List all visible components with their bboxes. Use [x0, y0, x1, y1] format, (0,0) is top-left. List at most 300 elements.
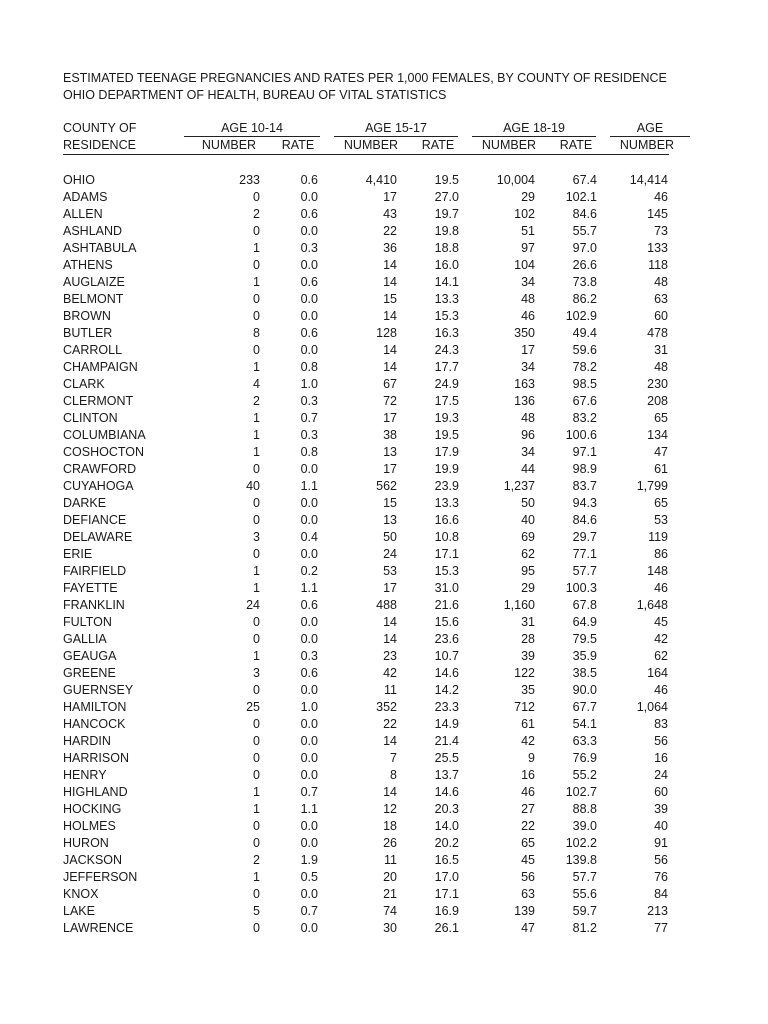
- total-number: 230: [647, 377, 668, 391]
- county-name: ALLEN: [63, 207, 103, 221]
- age-15-17-rate: 17.5: [434, 394, 459, 408]
- age-18-19-rate: 97.1: [572, 445, 597, 459]
- age-18-19-number: 40: [521, 513, 535, 527]
- total-number: 86: [654, 547, 668, 561]
- total-number: 65: [654, 411, 668, 425]
- total-number: 53: [654, 513, 668, 527]
- age-15-17-rate: 17.1: [434, 887, 459, 901]
- total-number: 148: [647, 564, 668, 578]
- age-10-14-rate: 0.0: [300, 190, 318, 204]
- total-number: 46: [654, 683, 668, 697]
- county-name: HARRISON: [63, 751, 129, 765]
- table-row: [63, 495, 669, 512]
- age-10-14-number: 3: [253, 530, 260, 544]
- table-row: [63, 699, 669, 716]
- age-10-14-rate: 0.8: [300, 360, 318, 374]
- county-name: HARDIN: [63, 734, 111, 748]
- age-10-14-rate: 0.6: [300, 666, 318, 680]
- age-15-17-rate: 14.6: [434, 785, 459, 799]
- total-number: 48: [654, 275, 668, 289]
- county-name: GEAUGA: [63, 649, 117, 663]
- age-10-14-number: 1: [253, 564, 260, 578]
- county-name: HOCKING: [63, 802, 122, 816]
- age-18-19-number: 65: [521, 836, 535, 850]
- age-15-17-rate: 24.9: [434, 377, 459, 391]
- county-name: CLERMONT: [63, 394, 134, 408]
- age-18-19-number: 48: [521, 411, 535, 425]
- table-row: [63, 750, 669, 767]
- county-name: COSHOCTON: [63, 445, 145, 459]
- group-header-age-10-14: AGE 10-14: [184, 120, 320, 137]
- county-name: CHAMPAIGN: [63, 360, 138, 374]
- age-10-14-rate: 0.7: [300, 785, 318, 799]
- age-18-19-rate: 100.6: [565, 428, 597, 442]
- age-18-19-number: 95: [521, 564, 535, 578]
- header-row-2: [63, 137, 675, 154]
- county-name: CLINTON: [63, 411, 118, 425]
- age-10-14-number: 0: [253, 513, 260, 527]
- age-18-19-rate: 64.9: [572, 615, 597, 629]
- age-18-19-rate: 78.2: [572, 360, 597, 374]
- age-15-17-number: 14: [383, 343, 397, 357]
- table-row: [63, 342, 669, 359]
- age-10-14-rate: 0.0: [300, 768, 318, 782]
- age-15-17-number: 7: [390, 751, 397, 765]
- rate-header: RATE: [559, 138, 593, 152]
- county-name: FAIRFIELD: [63, 564, 127, 578]
- table-row: [63, 478, 669, 495]
- county-name: GREENE: [63, 666, 116, 680]
- total-number: 14,414: [629, 173, 668, 187]
- table-row: [63, 240, 669, 257]
- table-row: [63, 291, 669, 308]
- age-10-14-number: 0: [253, 343, 260, 357]
- age-10-14-number: 0: [253, 190, 260, 204]
- age-15-17-number: 36: [383, 241, 397, 255]
- number-header: NUMBER: [201, 138, 257, 152]
- total-number: 47: [654, 445, 668, 459]
- age-18-19-number: 39: [521, 649, 535, 663]
- age-18-19-number: 51: [521, 224, 535, 238]
- total-number: 91: [654, 836, 668, 850]
- age-10-14-rate: 0.0: [300, 632, 318, 646]
- age-18-19-number: 9: [528, 751, 535, 765]
- age-18-19-rate: 59.6: [572, 343, 597, 357]
- age-18-19-rate: 39.0: [572, 819, 597, 833]
- number-header: NUMBER: [481, 138, 537, 152]
- county-name: OHIO: [63, 173, 95, 187]
- total-number: 60: [654, 309, 668, 323]
- age-15-17-rate: 19.5: [434, 173, 459, 187]
- age-15-17-number: 21: [383, 887, 397, 901]
- age-15-17-rate: 16.6: [434, 513, 459, 527]
- age-10-14-number: 1: [253, 445, 260, 459]
- age-10-14-number: 1: [253, 581, 260, 595]
- age-15-17-number: 11: [384, 683, 397, 697]
- age-10-14-number: 0: [253, 292, 260, 306]
- total-number: 118: [648, 258, 668, 272]
- table-row: [63, 869, 669, 886]
- age-15-17-rate: 17.1: [434, 547, 459, 561]
- table-row: [63, 597, 669, 614]
- county-name: HURON: [63, 836, 109, 850]
- age-15-17-number: 38: [383, 428, 397, 442]
- age-10-14-number: 0: [253, 615, 260, 629]
- age-18-19-rate: 83.7: [572, 479, 597, 493]
- age-15-17-rate: 19.5: [434, 428, 459, 442]
- age-15-17-rate: 16.0: [434, 258, 459, 272]
- age-15-17-number: 23: [383, 649, 397, 663]
- age-15-17-number: 13: [383, 445, 397, 459]
- age-18-19-number: 34: [521, 445, 535, 459]
- county-name: HANCOCK: [63, 717, 126, 731]
- age-10-14-rate: 0.6: [300, 598, 318, 612]
- county-name: HOLMES: [63, 819, 116, 833]
- age-15-17-rate: 21.4: [434, 734, 459, 748]
- age-18-19-number: 56: [521, 870, 535, 884]
- age-10-14-number: 0: [253, 887, 260, 901]
- county-name: FULTON: [63, 615, 112, 629]
- table-row: [63, 223, 669, 240]
- age-10-14-number: 1: [253, 360, 260, 374]
- age-18-19-number: 34: [521, 275, 535, 289]
- age-15-17-rate: 23.3: [434, 700, 459, 714]
- county-name: BROWN: [63, 309, 111, 323]
- age-10-14-rate: 0.6: [300, 326, 318, 340]
- age-15-17-number: 352: [376, 700, 397, 714]
- number-header: NUMBER: [619, 138, 675, 152]
- age-10-14-number: 1: [253, 870, 260, 884]
- age-10-14-rate: 0.7: [300, 904, 318, 918]
- age-10-14-rate: 0.0: [300, 513, 318, 527]
- age-15-17-rate: 13.3: [434, 496, 459, 510]
- table-row: [63, 852, 669, 869]
- age-10-14-number: 0: [253, 717, 260, 731]
- table-row: [63, 206, 669, 223]
- age-18-19-rate: 97.0: [572, 241, 597, 255]
- age-10-14-number: 0: [253, 768, 260, 782]
- age-18-19-rate: 57.7: [572, 564, 597, 578]
- table-row: [63, 801, 669, 818]
- age-10-14-rate: 0.0: [300, 819, 318, 833]
- total-number: 145: [647, 207, 668, 221]
- age-10-14-number: 1: [253, 411, 260, 425]
- age-10-14-rate: 1.0: [300, 700, 318, 714]
- table-row: [63, 257, 669, 274]
- age-10-14-number: 0: [253, 751, 260, 765]
- total-number: 84: [654, 887, 668, 901]
- age-18-19-rate: 76.9: [572, 751, 597, 765]
- table-row: [63, 444, 669, 461]
- total-number: 133: [647, 241, 668, 255]
- total-number: 45: [654, 615, 668, 629]
- age-10-14-rate: 0.6: [300, 207, 318, 221]
- total-number: 48: [654, 360, 668, 374]
- age-18-19-rate: 67.7: [572, 700, 597, 714]
- age-18-19-number: 29: [521, 581, 535, 595]
- total-number: 164: [647, 666, 668, 680]
- total-number: 61: [654, 462, 668, 476]
- county-name: JACKSON: [63, 853, 123, 867]
- age-15-17-number: 22: [383, 717, 397, 731]
- county-name: AUGLAIZE: [63, 275, 125, 289]
- total-number: 46: [654, 581, 668, 595]
- age-18-19-number: 102: [514, 207, 535, 221]
- age-10-14-rate: 0.0: [300, 547, 318, 561]
- age-10-14-number: 25: [246, 700, 260, 714]
- county-name: ATHENS: [63, 258, 113, 272]
- county-name: CUYAHOGA: [63, 479, 134, 493]
- age-15-17-rate: 16.9: [434, 904, 459, 918]
- age-10-14-rate: 0.0: [300, 921, 318, 935]
- table-row: [63, 835, 669, 852]
- age-15-17-rate: 27.0: [434, 190, 459, 204]
- county-name: CRAWFORD: [63, 462, 137, 476]
- age-18-19-rate: 81.2: [572, 921, 597, 935]
- total-number: 208: [647, 394, 668, 408]
- table-body: [63, 172, 669, 937]
- age-18-19-number: 136: [514, 394, 535, 408]
- age-15-17-number: 72: [383, 394, 397, 408]
- total-number: 77: [654, 921, 668, 935]
- age-10-14-rate: 0.5: [300, 870, 318, 884]
- age-15-17-number: 17: [383, 411, 397, 425]
- age-15-17-number: 20: [383, 870, 397, 884]
- age-15-17-number: 26: [383, 836, 397, 850]
- total-number: 39: [654, 802, 668, 816]
- age-10-14-number: 1: [253, 785, 260, 799]
- total-number: 134: [647, 428, 668, 442]
- total-number: 63: [654, 292, 668, 306]
- age-18-19-number: 35: [521, 683, 535, 697]
- age-15-17-rate: 23.9: [434, 479, 459, 493]
- age-18-19-number: 17: [521, 343, 535, 357]
- table-row: [63, 376, 669, 393]
- age-15-17-rate: 26.1: [434, 921, 459, 935]
- total-number: 76: [654, 870, 668, 884]
- age-18-19-rate: 102.2: [565, 836, 597, 850]
- age-15-17-rate: 14.2: [434, 683, 459, 697]
- age-10-14-rate: 0.8: [300, 445, 318, 459]
- age-15-17-rate: 25.5: [434, 751, 459, 765]
- age-15-17-rate: 21.6: [434, 598, 459, 612]
- county-name: GUERNSEY: [63, 683, 134, 697]
- age-10-14-rate: 0.0: [300, 751, 318, 765]
- age-10-14-number: 4: [253, 377, 260, 391]
- age-15-17-rate: 16.5: [434, 853, 459, 867]
- table-row: [63, 325, 669, 342]
- county-name: JEFFERSON: [63, 870, 138, 884]
- county-name: HAMILTON: [63, 700, 127, 714]
- county-name: KNOX: [63, 887, 99, 901]
- age-18-19-rate: 26.6: [572, 258, 597, 272]
- age-15-17-number: 50: [383, 530, 397, 544]
- county-name: BUTLER: [63, 326, 113, 340]
- age-10-14-rate: 0.0: [300, 224, 318, 238]
- age-15-17-number: 8: [390, 768, 397, 782]
- age-18-19-rate: 139.8: [565, 853, 597, 867]
- county-name: DELAWARE: [63, 530, 133, 544]
- group-header-age-15-17: AGE 15-17: [334, 120, 458, 137]
- table-row: [63, 903, 669, 920]
- age-10-14-rate: 0.0: [300, 683, 318, 697]
- age-10-14-number: 8: [253, 326, 260, 340]
- age-18-19-rate: 102.1: [565, 190, 597, 204]
- age-18-19-rate: 67.4: [572, 173, 597, 187]
- age-15-17-rate: 20.3: [434, 802, 459, 816]
- total-number: 31: [654, 343, 668, 357]
- age-15-17-number: 17: [383, 462, 397, 476]
- age-15-17-number: 488: [376, 598, 397, 612]
- total-number: 73: [654, 224, 668, 238]
- age-15-17-number: 67: [383, 377, 397, 391]
- age-18-19-number: 62: [521, 547, 535, 561]
- age-15-17-rate: 17.0: [434, 870, 459, 884]
- age-15-17-number: 14: [383, 785, 397, 799]
- age-18-19-number: 31: [521, 615, 535, 629]
- age-10-14-number: 1: [253, 802, 260, 816]
- total-number: 83: [654, 717, 668, 731]
- age-10-14-rate: 1.1: [300, 802, 318, 816]
- total-number: 46: [654, 190, 668, 204]
- table-row: [63, 614, 669, 631]
- age-10-14-rate: 0.3: [300, 241, 318, 255]
- age-10-14-number: 2: [253, 853, 260, 867]
- age-10-14-rate: 0.4: [300, 530, 318, 544]
- age-10-14-rate: 0.0: [300, 836, 318, 850]
- age-10-14-number: 1: [253, 428, 260, 442]
- age-15-17-number: 13: [383, 513, 397, 527]
- age-18-19-number: 29: [521, 190, 535, 204]
- age-18-19-rate: 67.6: [572, 394, 597, 408]
- age-10-14-rate: 0.0: [300, 496, 318, 510]
- age-18-19-rate: 83.2: [572, 411, 597, 425]
- county-name: GALLIA: [63, 632, 107, 646]
- age-15-17-number: 74: [383, 904, 397, 918]
- age-10-14-number: 0: [253, 258, 260, 272]
- age-18-19-rate: 63.3: [572, 734, 597, 748]
- age-18-19-number: 712: [514, 700, 535, 714]
- age-18-19-rate: 59.7: [572, 904, 597, 918]
- age-10-14-rate: 1.9: [300, 853, 318, 867]
- age-18-19-rate: 88.8: [572, 802, 597, 816]
- county-table: [63, 120, 675, 935]
- age-10-14-number: 1: [253, 275, 260, 289]
- age-15-17-rate: 31.0: [434, 581, 459, 595]
- total-number: 478: [647, 326, 668, 340]
- table-row: [63, 546, 669, 563]
- age-15-17-rate: 15.6: [434, 615, 459, 629]
- age-15-17-rate: 18.8: [434, 241, 459, 255]
- age-15-17-rate: 19.9: [434, 462, 459, 476]
- table-row: [63, 733, 669, 750]
- table-row: [63, 648, 669, 665]
- age-15-17-number: 14: [383, 615, 397, 629]
- age-15-17-rate: 20.2: [434, 836, 459, 850]
- age-18-19-rate: 100.3: [565, 581, 597, 595]
- age-15-17-number: 18: [383, 819, 397, 833]
- age-15-17-number: 17: [383, 190, 397, 204]
- header-row-1: [63, 120, 669, 137]
- county-header-line2: RESIDENCE: [63, 138, 136, 152]
- age-18-19-rate: 98.5: [572, 377, 597, 391]
- table-row: [63, 410, 669, 427]
- age-10-14-rate: 0.0: [300, 734, 318, 748]
- age-15-17-number: 562: [376, 479, 397, 493]
- age-15-17-number: 14: [383, 734, 397, 748]
- table-row: [63, 920, 669, 937]
- age-18-19-rate: 29.7: [572, 530, 597, 544]
- age-15-17-number: 15: [383, 292, 397, 306]
- age-15-17-number: 30: [383, 921, 397, 935]
- age-18-19-number: 46: [521, 785, 535, 799]
- age-10-14-rate: 0.0: [300, 717, 318, 731]
- age-10-14-number: 0: [253, 632, 260, 646]
- age-15-17-rate: 10.8: [434, 530, 459, 544]
- age-18-19-rate: 102.9: [565, 309, 597, 323]
- county-name: BELMONT: [63, 292, 124, 306]
- age-15-17-number: 128: [376, 326, 397, 340]
- table-row: [63, 818, 669, 835]
- age-10-14-number: 0: [253, 683, 260, 697]
- table-row: [63, 274, 669, 291]
- age-18-19-number: 1,237: [503, 479, 535, 493]
- table-row: [63, 682, 669, 699]
- age-10-14-number: 0: [253, 547, 260, 561]
- county-name: DARKE: [63, 496, 107, 510]
- age-18-19-number: 122: [514, 666, 535, 680]
- age-18-19-number: 16: [521, 768, 535, 782]
- age-15-17-rate: 15.3: [434, 309, 459, 323]
- total-number: 1,648: [636, 598, 668, 612]
- age-15-17-rate: 14.6: [434, 666, 459, 680]
- age-10-14-rate: 1.0: [300, 377, 318, 391]
- age-18-19-rate: 38.5: [572, 666, 597, 680]
- county-name: CLARK: [63, 377, 105, 391]
- table-row: [63, 512, 669, 529]
- age-18-19-rate: 49.4: [572, 326, 597, 340]
- age-10-14-rate: 0.7: [300, 411, 318, 425]
- age-15-17-rate: 24.3: [434, 343, 459, 357]
- age-10-14-number: 3: [253, 666, 260, 680]
- report-title: ESTIMATED TEENAGE PREGNANCIES AND RATES PER 1,000 FEMALES, BY COUNTY OF RESIDENCE: [63, 71, 667, 85]
- age-18-19-number: 22: [521, 819, 535, 833]
- table-row: [63, 359, 669, 376]
- age-18-19-number: 47: [521, 921, 535, 935]
- county-name: ERIE: [63, 547, 93, 561]
- total-number: 40: [654, 819, 668, 833]
- age-15-17-number: 14: [383, 360, 397, 374]
- age-15-17-rate: 19.8: [434, 224, 459, 238]
- table-row: [63, 563, 669, 580]
- age-10-14-number: 0: [253, 309, 260, 323]
- age-18-19-number: 350: [514, 326, 535, 340]
- age-15-17-number: 24: [383, 547, 397, 561]
- age-10-14-number: 40: [246, 479, 260, 493]
- total-number: 56: [654, 853, 668, 867]
- age-10-14-number: 24: [246, 598, 260, 612]
- age-15-17-rate: 17.7: [434, 360, 459, 374]
- total-number: 42: [654, 632, 668, 646]
- table-row: [63, 172, 669, 189]
- report-titles: [63, 70, 669, 104]
- age-18-19-rate: 55.2: [572, 768, 597, 782]
- age-15-17-number: 14: [383, 632, 397, 646]
- age-10-14-number: 0: [253, 734, 260, 748]
- age-18-19-number: 163: [514, 377, 535, 391]
- table-row: [63, 529, 669, 546]
- age-15-17-rate: 10.7: [434, 649, 459, 663]
